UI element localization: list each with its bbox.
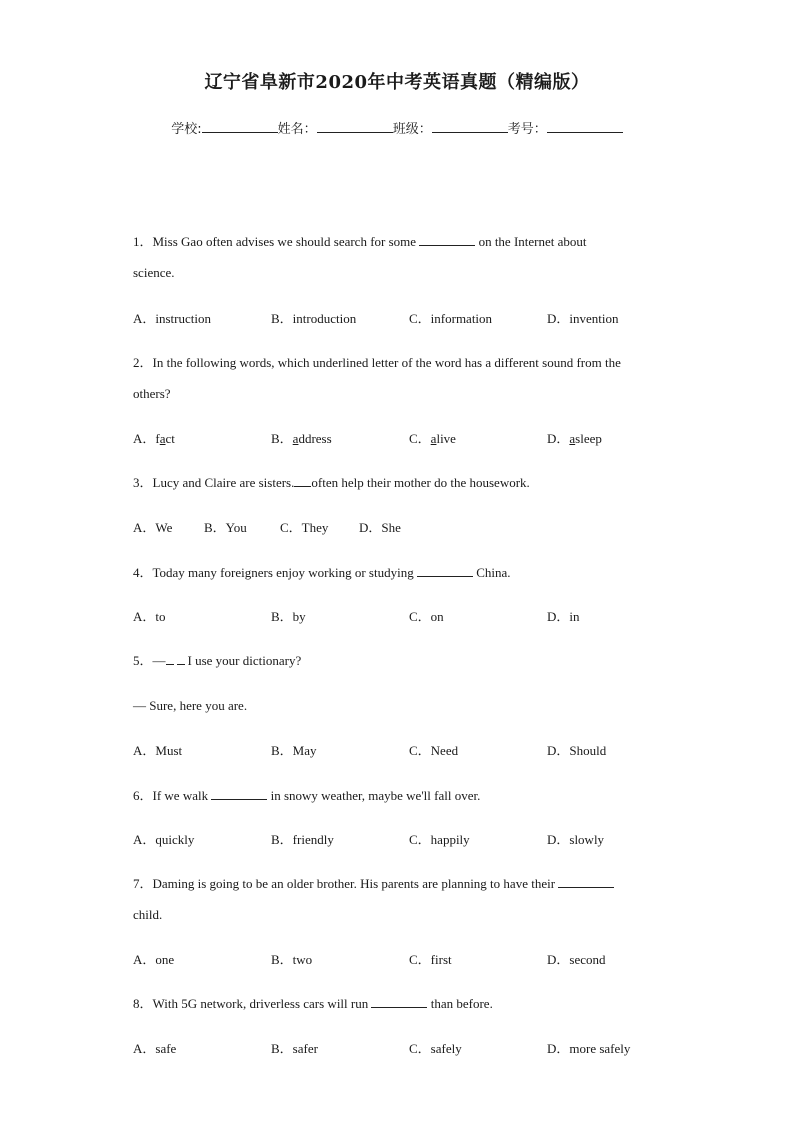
option-word-rest: ct — [165, 431, 175, 446]
option-b[interactable]: B．introduction — [271, 311, 357, 326]
option-a[interactable] — [133, 431, 175, 447]
answer-blank — [419, 233, 475, 246]
question-text — [133, 988, 663, 1019]
option-d[interactable]: D．Should — [547, 743, 607, 758]
option-letter: A． — [133, 431, 156, 446]
option-d[interactable]: D．more safely — [547, 1041, 631, 1056]
option-b[interactable]: B．safer — [271, 1041, 318, 1056]
option-b[interactable]: B．two — [271, 952, 313, 967]
option-word-rest: ddress — [298, 431, 332, 446]
question-stem-cont: in snowy weather, maybe we'll fall over. — [270, 788, 481, 803]
question-5-reply — [133, 690, 663, 721]
exam-no-field[interactable] — [547, 120, 623, 133]
option-c[interactable]: C．safely — [409, 1041, 462, 1056]
question-stem: 2．In the following words, which underlined letter of the word has a different sound from the — [133, 355, 621, 370]
question-text — [133, 780, 663, 811]
name-label: 姓名： — [277, 122, 317, 137]
option-b[interactable]: B．friendly — [271, 832, 334, 847]
answer-blank — [294, 474, 311, 487]
option-a[interactable]: A．safe — [133, 1041, 177, 1056]
question-stem: 8．With 5G network, driverless cars will run — [133, 996, 369, 1011]
school-label: 学校: — [171, 122, 202, 137]
question-stem-cont: child. — [133, 907, 163, 922]
option-b[interactable]: B．You — [204, 520, 247, 535]
question-text — [133, 467, 663, 498]
question-stem: 6．If we walk — [133, 788, 209, 803]
option-d[interactable]: D．second — [547, 952, 606, 967]
school-field[interactable] — [202, 120, 278, 133]
option-b[interactable]: B．by — [271, 609, 306, 624]
option-d[interactable]: D．invention — [547, 311, 619, 326]
option-a[interactable]: A．to — [133, 609, 166, 624]
option-c[interactable]: C．Need — [409, 743, 459, 758]
option-c[interactable] — [409, 431, 456, 447]
option-a[interactable]: A．instruction — [133, 311, 211, 326]
option-letter: D． — [547, 431, 570, 446]
underlined-letter: a — [430, 431, 437, 446]
option-d[interactable]: D．in — [547, 609, 580, 624]
exam-no-label: 考号： — [507, 122, 547, 137]
option-d[interactable]: D．slowly — [547, 832, 605, 847]
answer-blank — [166, 652, 174, 665]
option-a[interactable]: A．one — [133, 952, 175, 967]
question-stem-cont: I use your dictionary? — [187, 653, 302, 668]
option-word-start: f — [155, 431, 160, 446]
option-letter: C． — [409, 431, 431, 446]
question-1 — [133, 226, 663, 288]
answer-blank — [371, 995, 427, 1008]
answer-blank — [558, 875, 614, 888]
question-2 — [133, 347, 663, 409]
question-text — [133, 226, 663, 257]
option-c[interactable]: C．information — [409, 311, 493, 326]
underlined-letter: a — [292, 431, 299, 446]
question-4 — [133, 557, 663, 588]
option-a[interactable]: A．We — [133, 520, 173, 535]
option-c[interactable]: C．They — [280, 520, 329, 535]
question-stem-cont: than before. — [430, 996, 493, 1011]
option-d[interactable] — [547, 431, 602, 447]
student-info-line — [0, 118, 794, 137]
question-text — [133, 868, 663, 899]
option-b[interactable] — [271, 431, 332, 447]
answer-blank — [177, 652, 185, 665]
option-d[interactable]: D．She — [359, 520, 401, 535]
option-letter: B． — [271, 431, 293, 446]
question-stem-cont: science. — [133, 265, 175, 280]
class-field[interactable] — [432, 120, 508, 133]
question-stem: 7．Daming is going to be an older brother. His parents are planning to have their — [133, 876, 556, 891]
answer-blank — [211, 787, 267, 800]
option-c[interactable]: C．happily — [409, 832, 470, 847]
class-label: 班级： — [392, 122, 432, 137]
underlined-letter: a — [569, 431, 576, 446]
question-stem-cont: often help their mother do the housework. — [311, 475, 530, 490]
question-6 — [133, 780, 663, 811]
question-stem: 3．Lucy and Claire are sisters. — [133, 475, 295, 490]
option-b[interactable]: B．May — [271, 743, 317, 758]
question-text — [133, 645, 663, 676]
question-3 — [133, 467, 663, 498]
option-c[interactable]: C．first — [409, 952, 452, 967]
question-stem: 5．— — [133, 653, 166, 668]
question-stem-cont: others? — [133, 386, 171, 401]
page-title: 辽宁省阜新市2020年中考英语真题（精编版） — [204, 72, 590, 93]
option-word-rest: sleep — [575, 431, 602, 446]
option-c[interactable]: C．on — [409, 609, 444, 624]
question-stem: 1．Miss Gao often advises we should search for some — [133, 234, 417, 249]
underlined-letter: a — [159, 431, 166, 446]
question-text — [133, 557, 663, 588]
name-field[interactable] — [317, 120, 393, 133]
question-5 — [133, 645, 663, 676]
option-word-rest: live — [436, 431, 456, 446]
question-8 — [133, 988, 663, 1019]
option-a[interactable]: A．Must — [133, 743, 183, 758]
dialogue-reply: — Sure, here you are. — [133, 698, 248, 713]
answer-blank — [417, 564, 473, 577]
option-a[interactable]: A．quickly — [133, 832, 195, 847]
question-stem-cont: China. — [476, 565, 511, 580]
question-7 — [133, 868, 663, 930]
question-stem-cont: on the Internet about — [478, 234, 587, 249]
question-stem: 4．Today many foreigners enjoy working or studying — [133, 565, 414, 580]
